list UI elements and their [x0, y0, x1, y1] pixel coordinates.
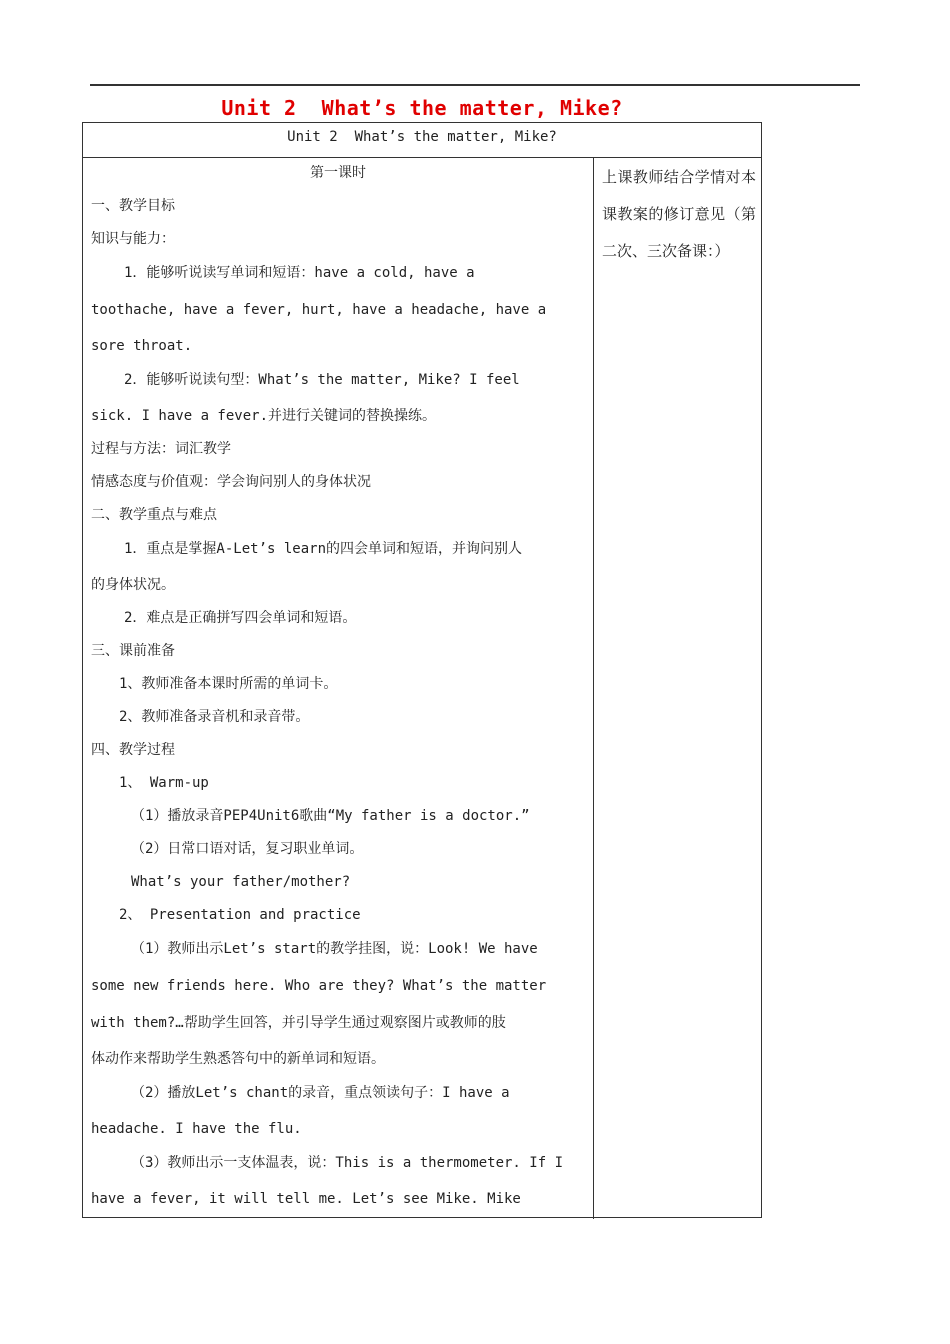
section-heading: 一、教学目标: [91, 198, 175, 214]
text-line: sick. I have a fever.并进行关键词的替换操练。: [91, 408, 437, 424]
lesson-period: 第一课时: [310, 165, 366, 181]
revision-notes-cell: 上课教师结合学情对本课教案的修订意见（第二次、三次备课：）: [602, 168, 756, 260]
lesson-plan-table: [82, 122, 762, 1218]
text-line: 体动作来帮助学生熟悉答句中的新单词和短语。: [91, 1051, 385, 1067]
text-line: some new friends here. Who are they? What’s the matter: [91, 978, 547, 994]
table-header: Unit 2 What’s the matter, Mike?: [83, 123, 761, 158]
text-line: （3）教师出示一支体温表，说：This is a thermometer. If I: [131, 1155, 564, 1171]
text-line: 2、教师准备录音机和录音带。: [119, 709, 310, 725]
text-line: What’s your father/mother?: [131, 874, 351, 890]
column-divider: [593, 157, 594, 1219]
text-line: 1．重点是掌握A-Let’s learn的四会单词和短语，并询问别人: [124, 541, 523, 557]
section-heading: 二、教学重点与难点: [91, 507, 217, 523]
text-line: 1．能够听说读写单词和短语：have a cold, have a: [124, 265, 475, 281]
text-line: （1）播放录音PEP4Unit6歌曲“My father is a doctor.”: [131, 808, 530, 824]
text-line: have a fever, it will tell me. Let’s see Mike. Mike: [91, 1191, 521, 1207]
lesson-content-cell: [91, 159, 585, 1218]
text-line: sore throat.: [91, 338, 193, 354]
section-heading: 四、教学过程: [91, 742, 175, 758]
text-line: 的身体状况。: [91, 577, 175, 593]
text-line: 2、 Presentation and practice: [119, 907, 361, 923]
text-line: （2）播放Let’s chant的录音，重点领读句子：I have a: [131, 1085, 510, 1101]
text-line: toothache, have a fever, hurt, have a headache, have a: [91, 302, 547, 318]
text-line: 1、 Warm-up: [119, 775, 209, 791]
text-line: 过程与方法：词汇教学: [91, 441, 231, 457]
text-line: （1）教师出示Let’s start的教学挂图，说：Look! We have: [131, 941, 538, 957]
text-line: 2．难点是正确拼写四会单词和短语。: [124, 610, 357, 626]
text-line: 情感态度与价值观：学会询问别人的身体状况: [91, 474, 371, 490]
text-line: with them?…帮助学生回答，并引导学生通过观察图片或教师的肢: [91, 1015, 506, 1031]
section-heading: 三、课前准备: [91, 643, 175, 659]
text-line: 1、教师准备本课时所需的单词卡。: [119, 676, 338, 692]
text-line: 2．能够听说读句型：What’s the matter, Mike? I feel: [124, 372, 520, 388]
text-line: （2）日常口语对话，复习职业单词。: [131, 841, 364, 857]
text-line: headache. I have the flu.: [91, 1121, 302, 1137]
subheading: 知识与能力：: [91, 231, 175, 247]
top-rule: [90, 84, 860, 86]
document-title: Unit 2 What’s the matter, Mike?: [221, 96, 623, 120]
